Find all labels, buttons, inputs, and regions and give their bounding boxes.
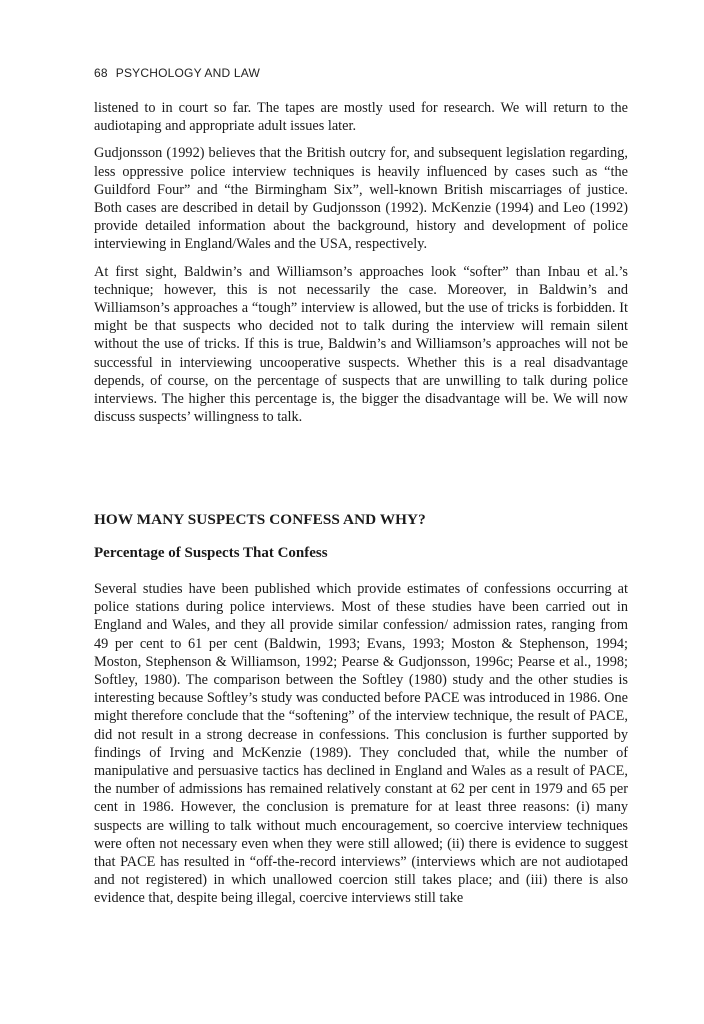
running-head xyxy=(94,66,260,80)
running-title: PSYCHOLOGY AND LAW xyxy=(115,66,261,80)
page-number: 68 xyxy=(94,66,108,80)
paragraph-gudjonsson: Gudjonsson (1992) believes that the British outcry for, and subsequent legislation regarding, less oppressive police interview techniques is heavily influenced by cases such as “the Guildford Four” and “the Birmingham Six”, well-known British miscarriages of justice. Both cases are described in detail by Gudjonsson (1992). McKenzie (1994) and Leo (1992) provide detailed information about the background, history and development of police interviewing in England/Wales and the USA, respectively. xyxy=(94,145,628,253)
subsection-heading: Percentage of Suspects That Confess xyxy=(94,545,328,561)
paragraph-several-studies: Several studies have been published which provide estimates of confessions occurring at police stations during police interviews. Most of these studies have been carried out in England and Wales, and they all provide similar confession/ admission rates, ranging from 49 per cent to 61 per cent (Baldwin, 1993; Evans, 1993; Moston & Stephenson, 1994; Moston, Stephenson & Williamson, 1992; Pearse & Gudjonsson, 1996c; Pearse et al., 1998; Softley, 1980). The comparison between the Softley (1980) study and the other studies is interesting because Softley’s study was conducted before PACE was introduced in 1986. One might therefore conclude that the “softening” of the interview technique, the result of PACE, did not result in a strong decrease in confessions. This conclusion is further supported by findings of Irving and McKenzie (1989). They concluded that, while the number of manipulative and persuasive tactics has declined in England and Wales as a result of PACE, the number of admissions has remained relatively constant at 62 per cent in 1979 and 65 per cent in 1986. However, the conclusion is premature for at least three reasons: (i) many suspects are willing to talk without much encouragement, so coercive interview techniques were often not necessary even when they were still allowed; (ii) there is evidence to suggest that PACE has resulted in “off-the-record interviews” (interviews which are not audiotaped and not registered) in which unallowed coercion still takes place; and (iii) there is also evidence that, despite being illegal, coercive interviews still take xyxy=(94,581,628,907)
body-text-top xyxy=(94,99,628,435)
body-text-bottom xyxy=(94,580,628,908)
paragraph-continuation: listened to in court so far. The tapes are mostly used for research. We will return to the audiotaping and appropriate adult issues later. xyxy=(94,100,628,135)
paragraph-first-sight: At first sight, Baldwin’s and Williamson’s approaches look “softer” than Inbau et al.’s technique; however, this is not necessarily the case. Moreover, in Baldwin’s and Williamson’s approaches a “tough” interview is allowed, but the use of tricks is forbidden. It might be that suspects who decided not to talk during the interview will remain silent without the use of tricks. If this is true, Baldwin’s and Williamson’s approaches will not be successful in interviewing uncooperative suspects. Whether this is a real disadvantage depends, of course, on the percentage of suspects that are unwilling to talk during police interviews. The higher this percentage is, the bigger the disadvantage will be. We will now discuss suspects’ willingness to talk. xyxy=(94,263,628,426)
section-heading: HOW MANY SUSPECTS CONFESS AND WHY? xyxy=(94,511,426,528)
